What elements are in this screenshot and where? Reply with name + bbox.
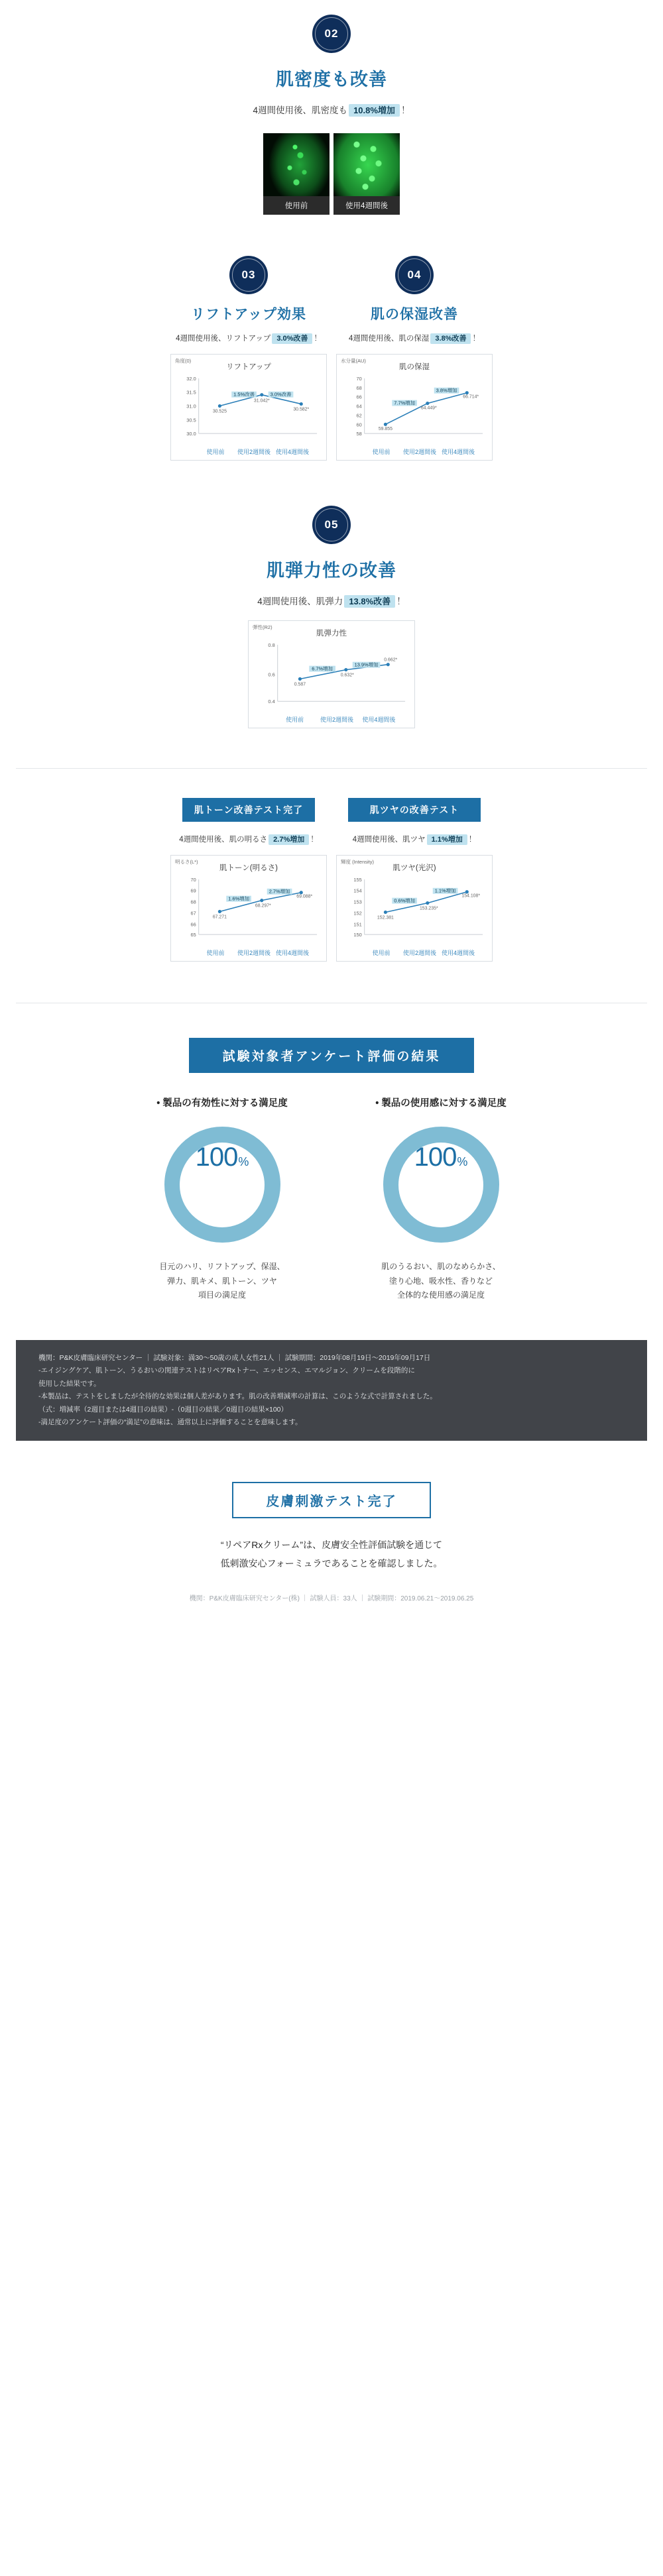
highlight-value: 1.1%増加 — [427, 834, 467, 845]
ytick: 58 — [356, 431, 362, 437]
ytick: 65 — [190, 932, 196, 938]
chart-svg — [176, 874, 321, 946]
chart-moisture — [336, 354, 493, 461]
chart-title: 肌の保湿 — [399, 363, 430, 371]
point-label: 67.271 — [212, 915, 227, 920]
section-final — [0, 1441, 663, 1629]
survey-title: • 製品の有効性に対する満足度 — [156, 1098, 288, 1109]
donut-center — [398, 1143, 483, 1227]
section-survey — [0, 1003, 663, 1303]
ytick: 30.0 — [186, 431, 196, 437]
annotation: 3.0%改善 — [270, 391, 292, 398]
point-label: 0.632* — [340, 673, 354, 678]
section-number-badge: 02 — [312, 15, 351, 53]
ytick: 62 — [356, 412, 362, 419]
donut-chart-usability — [383, 1127, 499, 1243]
point-label: 0.587 — [294, 682, 306, 687]
chart-title: リフトアップ — [226, 363, 271, 371]
subtitle-pre: 4週間使用後、肌弾力 — [257, 596, 343, 606]
point-label: 30.582* — [293, 407, 310, 412]
ytick: 150 — [353, 932, 362, 938]
chart-title: 肌弾力性 — [316, 630, 347, 638]
section-liftup — [170, 256, 327, 461]
xtick: 使用前 — [206, 950, 225, 957]
annotation: 0.6%増加 — [394, 897, 416, 904]
section-moisture — [336, 256, 493, 461]
chart-svg — [342, 874, 487, 946]
point-label: 31.042* — [253, 398, 270, 404]
footnote-line: 機関：P&K皮膚臨床研究センター ｜ 試験対象：満30～50歳の成人女性21人 ｜ 試験期間：2019年08月19日～2019年09月17日 — [38, 1353, 431, 1362]
chart-plot — [254, 640, 409, 713]
ytick: 66 — [356, 394, 362, 400]
chart-ylabel: 明るさ(L*) — [175, 859, 198, 866]
ytick: 31.5 — [186, 389, 196, 396]
photo-before — [263, 133, 330, 215]
point-label: 64.449* — [420, 406, 437, 411]
highlight-value: 2.7%増加 — [269, 834, 309, 845]
annotation: 1.5%改善 — [233, 391, 255, 398]
section-title: 肌密度も改善 — [276, 70, 387, 89]
section-number-badge: 05 — [312, 506, 351, 544]
chart-svg — [254, 640, 409, 713]
section-subtitle — [336, 333, 493, 343]
xtick: 使用2週間後 — [320, 716, 353, 724]
point-label: 153.235* — [419, 906, 438, 911]
subtitle-pre: 4週間使用後、肌密度も — [253, 105, 348, 115]
chart-svg — [176, 373, 321, 445]
annotation: 6.7%増加 — [312, 665, 333, 672]
annotation: 2.7%増加 — [269, 888, 290, 895]
final-text — [0, 1536, 663, 1573]
footnote-line: -エイジングケア、肌トーン、うるおいの関連テストはリペアRxトナー、エッセンス、エマルジョン、クリームを段階的に — [38, 1367, 415, 1375]
point-label: 152.381 — [377, 915, 394, 921]
tab-gloss[interactable]: 肌ツヤの改善テスト — [348, 798, 481, 822]
point-label: 154.108* — [461, 893, 481, 899]
point-label: 0.662* — [384, 657, 398, 663]
chart-xlabels — [342, 445, 487, 456]
survey-caption — [126, 1260, 318, 1303]
xtick: 使用4週間後 — [275, 449, 309, 455]
xtick: 使用2週間後 — [402, 449, 436, 455]
chart-xlabels — [176, 946, 321, 957]
photo-before-caption: 使用前 — [263, 196, 330, 215]
section-tone-gloss — [0, 769, 663, 962]
section-gloss — [336, 798, 493, 962]
ytick: 0.8 — [268, 642, 275, 648]
chart-plot — [342, 373, 487, 445]
xtick: 使用2週間後 — [237, 449, 271, 455]
footnote-line: -本製品は、テストをしましたが全待的な効果は個人差があります。肌の改善増減率の計算は、このような式で計算されました。 — [38, 1392, 437, 1401]
xtick: 使用4週間後 — [275, 950, 309, 957]
subtitle-post: ！ — [314, 335, 322, 343]
point-label: 66.714* — [463, 394, 479, 400]
photo-after-image — [333, 133, 400, 196]
chart-plot — [176, 874, 321, 946]
section-footnote — [0, 1303, 663, 1441]
annotation: 1.1%増加 — [434, 887, 456, 894]
ytick: 68 — [356, 384, 362, 391]
survey-caption-line: 弾力、肌キメ、肌トーン、ツヤ — [167, 1276, 277, 1286]
xtick: 使用4週間後 — [441, 449, 475, 455]
annotation: 3.8%増加 — [436, 387, 457, 394]
survey-caption-line: 目元のハリ、リフトアップ、保湿、 — [159, 1262, 285, 1272]
section-number-badge: 03 — [229, 256, 268, 294]
subtitle-post: ！ — [468, 836, 477, 844]
section-subtitle — [0, 594, 663, 607]
subtitle-pre: 4週間使用後、肌の保湿 — [349, 335, 430, 343]
survey-columns — [0, 1095, 663, 1303]
point-label: 68.297* — [255, 903, 271, 909]
photo-comparison — [0, 133, 663, 215]
final-band-title: 皮膚刺激テスト完了 — [232, 1482, 431, 1518]
subtitle-post: ！ — [400, 105, 410, 115]
chart-title: 肌ツヤ(光沢) — [392, 864, 436, 873]
ytick: 152 — [353, 910, 362, 917]
chart-gloss — [336, 855, 493, 962]
footnote-line: 使用した結果です。 — [38, 1379, 101, 1388]
chart-ylabel: 弾性(R2) — [253, 624, 272, 630]
chart-ylabel: 輝度 (Intensity) — [341, 859, 375, 866]
survey-caption — [345, 1260, 537, 1303]
photo-before-image — [263, 133, 330, 196]
xtick: 使用前 — [286, 716, 304, 724]
donut-unit: % — [238, 1154, 249, 1168]
highlight-value: 3.0%改善 — [272, 333, 312, 344]
photo-after-caption: 使用4週間後 — [333, 196, 400, 215]
section-subtitle — [170, 834, 327, 844]
section-title: 肌の保湿改善 — [371, 307, 458, 322]
xtick: 使用2週間後 — [237, 950, 271, 957]
survey-band-title: 試験対象者アンケート評価の結果 — [189, 1038, 474, 1073]
footnote-line: -満足度のアンケート評価の“満足”の意味は、通常以上に評価することを意味します。 — [38, 1418, 302, 1426]
section-number-badge: 04 — [395, 256, 434, 294]
chart-title: 肌トーン(明るさ) — [219, 864, 278, 873]
footnote-line: （式：増減率（2週目または4週目の結果）-（0週目の結果／0週目の結果×100） — [38, 1405, 288, 1414]
subtitle-post: ！ — [472, 335, 480, 343]
xtick: 使用4週間後 — [441, 950, 475, 957]
chart-xlabels — [254, 713, 409, 724]
subtitle-pre: 4週間使用後、肌の明るさ — [179, 836, 268, 844]
footnote-block — [16, 1340, 647, 1441]
donut-value: 100 — [414, 1142, 457, 1172]
subtitle-post: ！ — [396, 596, 406, 606]
xtick: 使用2週間後 — [402, 950, 436, 957]
highlight-value: 10.8%増加 — [349, 104, 400, 117]
subtitle-pre: 4週間使用後、リフトアップ — [176, 335, 271, 343]
chart-ylabel: 角度(0) — [175, 358, 192, 364]
point-label: 69.088* — [296, 894, 313, 899]
ytick: 67 — [190, 910, 196, 917]
chart-xlabels — [342, 946, 487, 957]
donut-ring — [383, 1127, 499, 1243]
chart-ylabel: 水分量(AU) — [341, 358, 366, 364]
donut-ring — [164, 1127, 280, 1243]
chart-liftup — [170, 354, 327, 461]
section-subtitle — [336, 834, 493, 844]
highlight-value: 13.8%改善 — [344, 595, 395, 608]
ytick: 30.5 — [186, 417, 196, 423]
section-title: 肌弾力性の改善 — [267, 561, 396, 581]
section-tone — [170, 798, 327, 962]
tab-tone[interactable]: 肌トーン改善テスト完了 — [182, 798, 315, 822]
subtitle-pre: 4週間使用後、肌ツヤ — [352, 836, 426, 844]
point-label: 59.855 — [378, 427, 392, 432]
survey-caption-line: 肌のうるおい、肌のなめらかさ、 — [381, 1262, 501, 1272]
subtitle-post: ！ — [310, 836, 318, 844]
xtick: 使用4週間後 — [362, 716, 396, 724]
survey-caption-line: 項目の満足度 — [198, 1290, 246, 1300]
ytick: 69 — [190, 887, 196, 894]
donut-unit: % — [457, 1154, 468, 1168]
chart-elasticity — [248, 620, 415, 728]
section-subtitle — [0, 103, 663, 116]
ytick: 153 — [353, 899, 362, 905]
survey-usability — [345, 1095, 537, 1303]
section-lift-moisture — [0, 215, 663, 461]
photo-after — [333, 133, 400, 215]
final-text-line: 低刺激安心フォーミュラであることを確認しました。 — [220, 1558, 443, 1569]
ytick: 70 — [190, 876, 196, 883]
survey-efficacy — [126, 1095, 318, 1303]
point-label: 30.525 — [212, 409, 227, 414]
annotation: 7.7%増加 — [394, 400, 416, 406]
survey-caption-line: 全体的な使用感の満足度 — [396, 1290, 485, 1300]
donut-chart-efficacy — [164, 1127, 280, 1243]
section-skin-density — [0, 0, 663, 215]
ytick: 31.0 — [186, 403, 196, 410]
ytick: 0.4 — [268, 699, 275, 705]
ytick: 155 — [353, 876, 362, 883]
ytick: 0.6 — [268, 671, 275, 678]
xtick: 使用前 — [372, 950, 391, 957]
chart-tone — [170, 855, 327, 962]
ytick: 32.0 — [186, 375, 196, 382]
section-title: リフトアップ効果 — [191, 307, 306, 322]
ytick: 66 — [190, 921, 196, 928]
donut-center — [180, 1143, 265, 1227]
ytick: 151 — [353, 921, 362, 928]
section-elasticity — [0, 461, 663, 728]
ytick: 60 — [356, 421, 362, 428]
xtick: 使用前 — [372, 449, 391, 455]
survey-caption-line: 塗り心地、吸水性、香りなど — [389, 1276, 493, 1286]
section-subtitle — [170, 333, 327, 343]
ytick: 70 — [356, 375, 362, 382]
ytick: 154 — [353, 887, 362, 894]
chart-plot — [342, 874, 487, 946]
chart-xlabels — [176, 445, 321, 456]
donut-value: 100 — [195, 1142, 238, 1172]
highlight-value: 3.8%改善 — [430, 333, 471, 344]
chart-svg — [342, 373, 487, 445]
final-note: 機関：P&K皮膚臨床研究センター(株) ｜ 試験人員：33人 ｜ 試験期間：2019.06.21～2019.06.25 — [189, 1595, 474, 1603]
xtick: 使用前 — [206, 449, 225, 455]
ytick: 68 — [190, 899, 196, 905]
annotation: 1.6%増加 — [228, 895, 250, 902]
annotation: 13.9%増加 — [354, 661, 379, 668]
ytick: 64 — [356, 403, 362, 410]
final-text-line: “リペアRxクリーム”は、皮膚安全性評価試験を通じて — [220, 1540, 443, 1551]
survey-title: • 製品の使用感に対する満足度 — [375, 1098, 507, 1109]
chart-plot — [176, 373, 321, 445]
